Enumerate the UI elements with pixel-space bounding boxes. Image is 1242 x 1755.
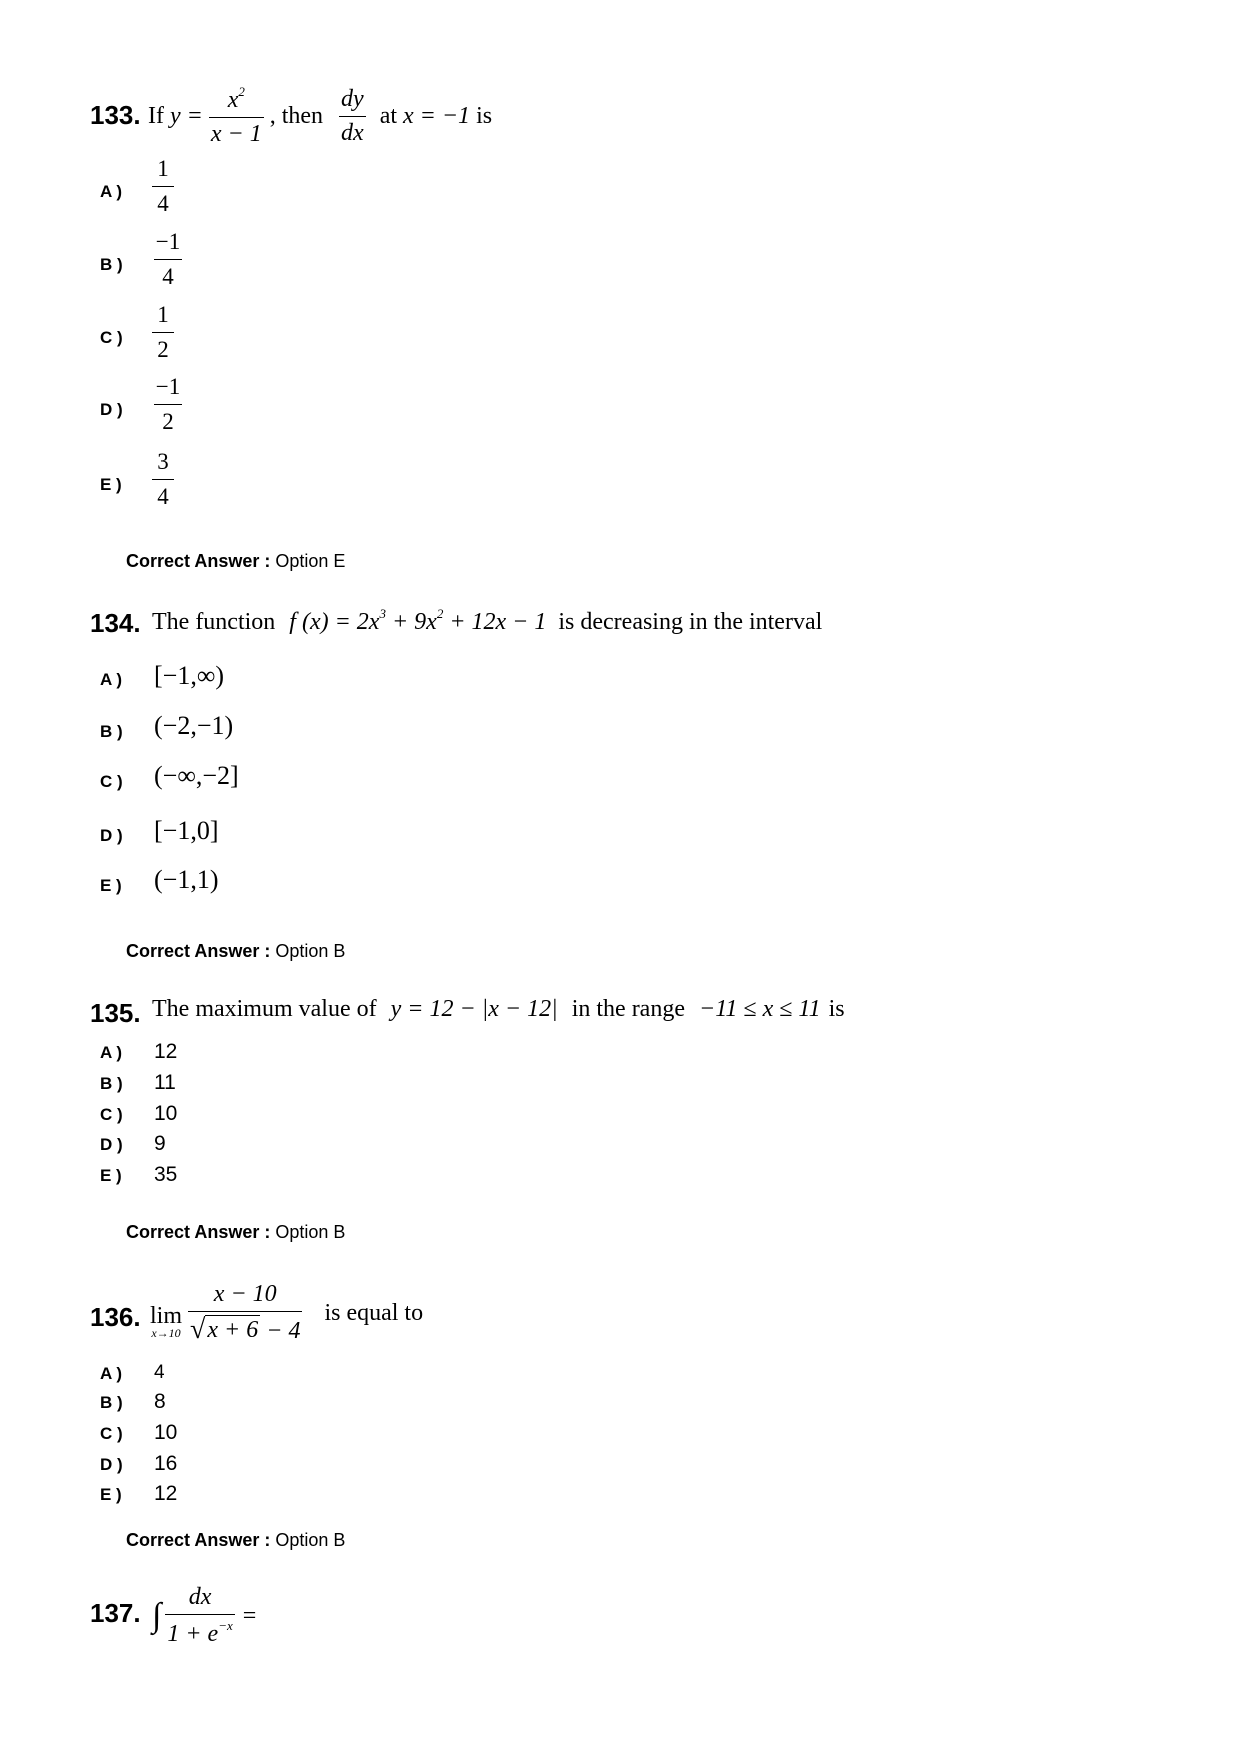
- option-label: D ): [100, 826, 123, 845]
- question-stem: The function f $(x) = 2x^3 + 9x^2 + 12x - 1$ is decreasing in the interval: [152, 606, 823, 635]
- option-d-value[interactable]: [−1,0]: [154, 816, 219, 845]
- option-label: D ): [100, 1135, 123, 1154]
- option-c-value[interactable]: 10: [154, 1421, 178, 1444]
- option-e-value[interactable]: 35: [154, 1163, 178, 1186]
- option-c-value[interactable]: (−∞,−2]: [154, 761, 239, 790]
- question-number: 136.: [90, 1302, 141, 1332]
- option-label: A ): [100, 1364, 123, 1383]
- fraction: x − 10 √ x + 6 − 4: [190, 1281, 301, 1345]
- option-b-value[interactable]: 8: [154, 1390, 166, 1413]
- option-a-fraction[interactable]: 1 4: [152, 156, 174, 217]
- option-c-value[interactable]: 10: [154, 1102, 178, 1125]
- option-a-value[interactable]: 12: [154, 1040, 178, 1063]
- option-d-value[interactable]: 9: [154, 1132, 166, 1155]
- option-d-value[interactable]: 16: [154, 1452, 178, 1475]
- fraction: $\frac{x^2}{x - 1}$: [210, 84, 262, 147]
- option-b-value[interactable]: 11: [154, 1071, 176, 1094]
- option-label: B ): [100, 1393, 123, 1412]
- question-stem: lim x→10 x − 10 √ x + 6 − 4 is equal to: [150, 1281, 424, 1345]
- question-number: 135.: [90, 998, 141, 1028]
- question-stem: If y = $\frac{x^2}{x - 1}$ , then $\frac{dy}{dx}$ at x = −1 is: [148, 84, 493, 147]
- option-e-value[interactable]: (−1,1): [154, 865, 219, 894]
- correct-answer: Correct Answer : Option B: [126, 941, 346, 961]
- question-number: 137.: [90, 1598, 141, 1628]
- option-label: B ): [100, 255, 123, 274]
- option-label: E ): [100, 876, 122, 895]
- option-label: B ): [100, 1074, 123, 1093]
- sqrt: √ x + 6: [190, 1314, 259, 1345]
- option-label: C ): [100, 1105, 123, 1124]
- question-number: 134.: [90, 608, 141, 638]
- correct-answer: Correct Answer : Option E: [126, 551, 346, 571]
- option-e-fraction[interactable]: 3 4: [152, 449, 174, 510]
- option-a-value[interactable]: [−1,∞): [154, 661, 225, 690]
- option-b-value[interactable]: (−2,−1): [154, 711, 234, 740]
- option-e-value[interactable]: 12: [154, 1482, 178, 1505]
- correct-answer: Correct Answer : Option B: [126, 1530, 346, 1550]
- correct-answer: Correct Answer : Option B: [126, 1222, 346, 1242]
- option-label: C ): [100, 328, 123, 347]
- fraction: $\frac{dx}{1 + e^{-x}}$: [167, 1584, 233, 1647]
- integral-sign: ∫: [152, 1597, 162, 1634]
- derivative-fraction: $\frac{dy}{dx}$: [341, 85, 364, 146]
- option-d-fraction[interactable]: −1 2: [155, 374, 181, 434]
- limit: lim x→10: [150, 1303, 183, 1340]
- option-label: D ): [100, 1455, 123, 1474]
- option-a-value[interactable]: 4: [154, 1362, 165, 1383]
- option-label: E ): [100, 475, 122, 494]
- question-number: 133.: [90, 100, 141, 130]
- option-c-fraction[interactable]: 1 2: [152, 302, 174, 363]
- option-label: D ): [100, 400, 123, 419]
- option-label: E ): [100, 1166, 122, 1185]
- option-label: C ): [100, 772, 123, 791]
- option-label: E ): [100, 1485, 122, 1504]
- option-label: A ): [100, 1043, 123, 1062]
- option-label: A ): [100, 670, 123, 689]
- question-stem: ∫ $\frac{dx}{1 + e^{-x}}$ =: [152, 1584, 257, 1647]
- option-label: C ): [100, 1424, 123, 1443]
- option-b-fraction[interactable]: −1 4: [155, 229, 181, 289]
- option-label: A ): [100, 182, 123, 201]
- option-label: B ): [100, 722, 123, 741]
- question-stem: The maximum value of y = 12 − |x − 12| in the range −11 ≤ x ≤ 11 is: [152, 996, 845, 1022]
